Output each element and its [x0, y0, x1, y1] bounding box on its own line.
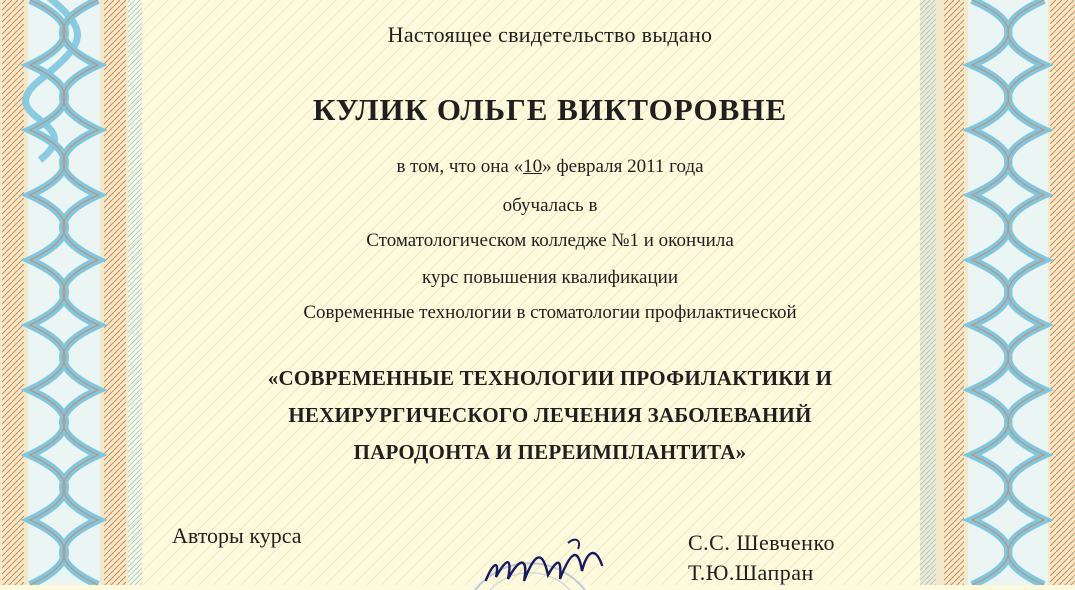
- studied-line: обучалась в: [502, 195, 598, 216]
- specialty-line: Современные технологии в стоматологии профилактической: [303, 302, 797, 323]
- course-title-line-1: «СОВРЕМЕННЫЕ ТЕХНОЛОГИИ ПРОФИЛАКТИКИ И: [267, 366, 833, 390]
- course-title-line-2: НЕХИРУРГИЧЕСКОГО ЛЕЧЕНИЯ ЗАБОЛЕВАНИЙ: [288, 403, 812, 427]
- date-suffix: » февраля 2011 года: [542, 156, 704, 177]
- certificate-intro: Настоящее свидетельство выдано: [387, 22, 713, 47]
- author-name-2: Т.Ю.Шапран: [688, 560, 814, 585]
- date-prefix: в том, что она «: [396, 156, 524, 177]
- course-type-line: курс повышения квалификации: [422, 267, 678, 288]
- date-line: [160, 156, 940, 178]
- course-title-line-3: ПАРОДОНТА И ПЕРЕИМПЛАНТИТА»: [353, 440, 747, 464]
- authors-label: Авторы курса: [172, 523, 302, 548]
- institution-line: Стоматологическом колледже №1 и окончила: [366, 230, 734, 251]
- author-name-1: С.С. Шевченко: [688, 530, 836, 555]
- handwritten-signature: [478, 535, 618, 585]
- recipient-name: КУЛИК ОЛЬГЕ ВИКТОРОВНЕ: [312, 92, 788, 127]
- date-day: 10: [523, 156, 543, 177]
